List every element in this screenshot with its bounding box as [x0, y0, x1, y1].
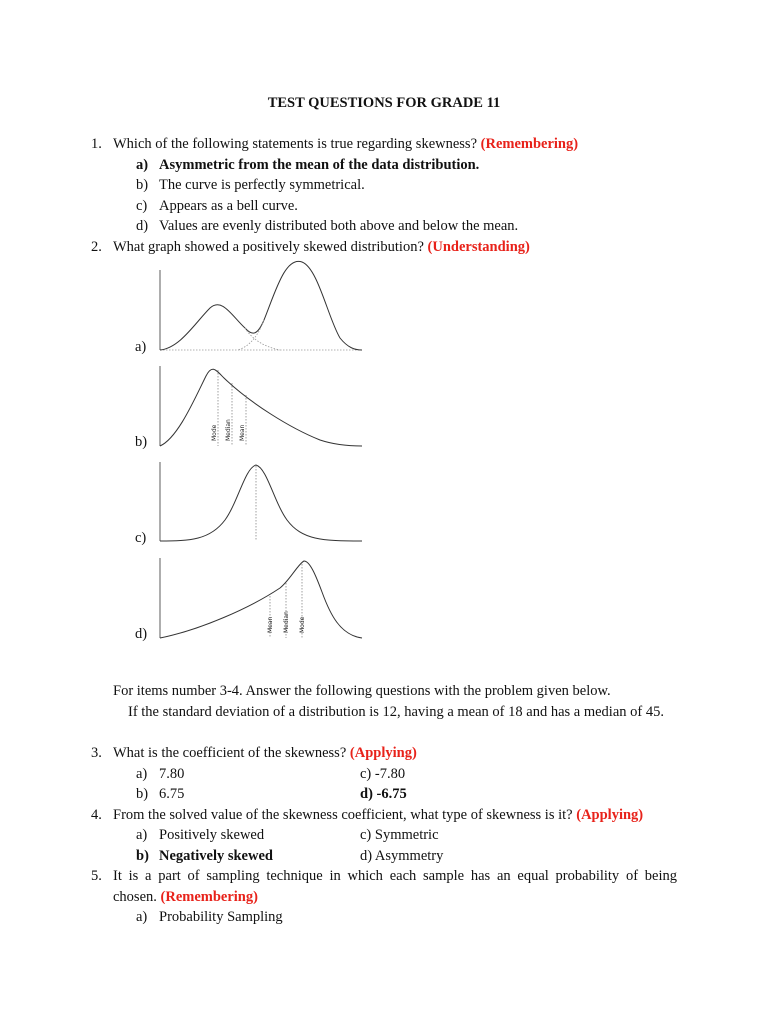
graph-d: [160, 558, 362, 638]
question-text: [113, 744, 417, 762]
option-d-correct: d) -6.75: [360, 786, 407, 802]
question-stem: Which of the following statements is true regarding skewness?: [113, 136, 478, 152]
graph-label-b: b): [135, 434, 148, 450]
option-a: 7.80: [159, 766, 185, 782]
option-text: The curve is perfectly symmetrical.: [159, 177, 365, 193]
option-label: a): [136, 766, 148, 782]
option-label: a): [136, 827, 148, 843]
intro-line-2: If the standard deviation of a distribution is 12, having a mean of 18 and has a median of 45.: [128, 704, 664, 720]
option-text: Appears as a bell curve.: [159, 198, 298, 214]
option-a: Positively skewed: [159, 827, 265, 843]
option-b-correct: Negatively skewed: [159, 848, 273, 864]
option-label: c): [136, 198, 148, 214]
page-title: TEST QUESTIONS FOR GRADE 11: [267, 95, 501, 111]
bloom-tag: (Remembering): [160, 889, 258, 905]
question-number: 1.: [91, 136, 102, 152]
graph-a-curve: [160, 261, 362, 350]
distribution-graphs: [150, 258, 380, 648]
option-label: b): [136, 177, 149, 193]
bloom-tag: (Applying): [349, 745, 417, 761]
option-b: 6.75: [159, 786, 185, 802]
question-stem: From the solved value of the skewness coefficient, what type of skewness is it?: [113, 807, 573, 823]
option-c: c) Symmetric: [360, 827, 439, 843]
graph-label-a: a): [135, 339, 147, 355]
bloom-tag: (Applying): [576, 807, 644, 823]
option-d: d) Asymmetry: [360, 848, 444, 864]
graph-d-mean-label: Mean: [267, 616, 274, 633]
graph-label-d: d): [135, 626, 148, 642]
question-stem: What graph showed a positively skewed distribution?: [113, 239, 424, 255]
question-number: 3.: [91, 745, 102, 761]
option-label: b): [136, 786, 149, 802]
intro-line-1: For items number 3-4. Answer the following questions with the problem given below.: [113, 683, 611, 699]
option-text-correct: Asymmetric from the mean of the data distribution.: [159, 157, 480, 173]
graph-b-mean-label: Mean: [239, 424, 246, 441]
option-label: b): [136, 848, 149, 864]
option-c: c) -7.80: [360, 766, 406, 782]
option-a: Probability Sampling: [159, 909, 283, 925]
graph-label-c: c): [135, 530, 147, 546]
question-text-line-2: [113, 888, 258, 906]
graph-b: [160, 366, 362, 446]
question-text-line-1: It is a part of sampling technique in which each sample has an equal probability of being: [113, 868, 677, 884]
graph-b-mode-label: Mode: [211, 424, 218, 441]
bloom-tag: (Remembering): [480, 136, 579, 152]
graph-d-curve: [160, 561, 362, 638]
question-stem: What is the coefficient of the skewness?: [113, 745, 347, 761]
bloom-tag: (Understanding): [427, 239, 530, 255]
graph-b-median-label: Median: [225, 419, 232, 441]
option-label: a): [136, 909, 148, 925]
graph-c: [160, 462, 362, 541]
graph-d-mode-label: Mode: [299, 616, 306, 633]
option-text: Values are evenly distributed both above and below the mean.: [159, 218, 519, 234]
question-text: [113, 135, 578, 153]
question-number: 5.: [91, 868, 102, 884]
question-stem: chosen.: [113, 889, 157, 905]
graph-d-median-label: Median: [283, 611, 290, 633]
question-text: [113, 238, 530, 256]
question-text: [113, 806, 643, 824]
option-label: a): [136, 157, 149, 173]
graph-a: [160, 261, 362, 350]
option-label: d): [136, 218, 149, 234]
graph-c-curve: [160, 465, 362, 541]
question-number: 4.: [91, 807, 102, 823]
graph-a-hidden-curve: [245, 328, 280, 350]
question-number: 2.: [91, 239, 102, 255]
graph-b-curve: [160, 369, 362, 446]
